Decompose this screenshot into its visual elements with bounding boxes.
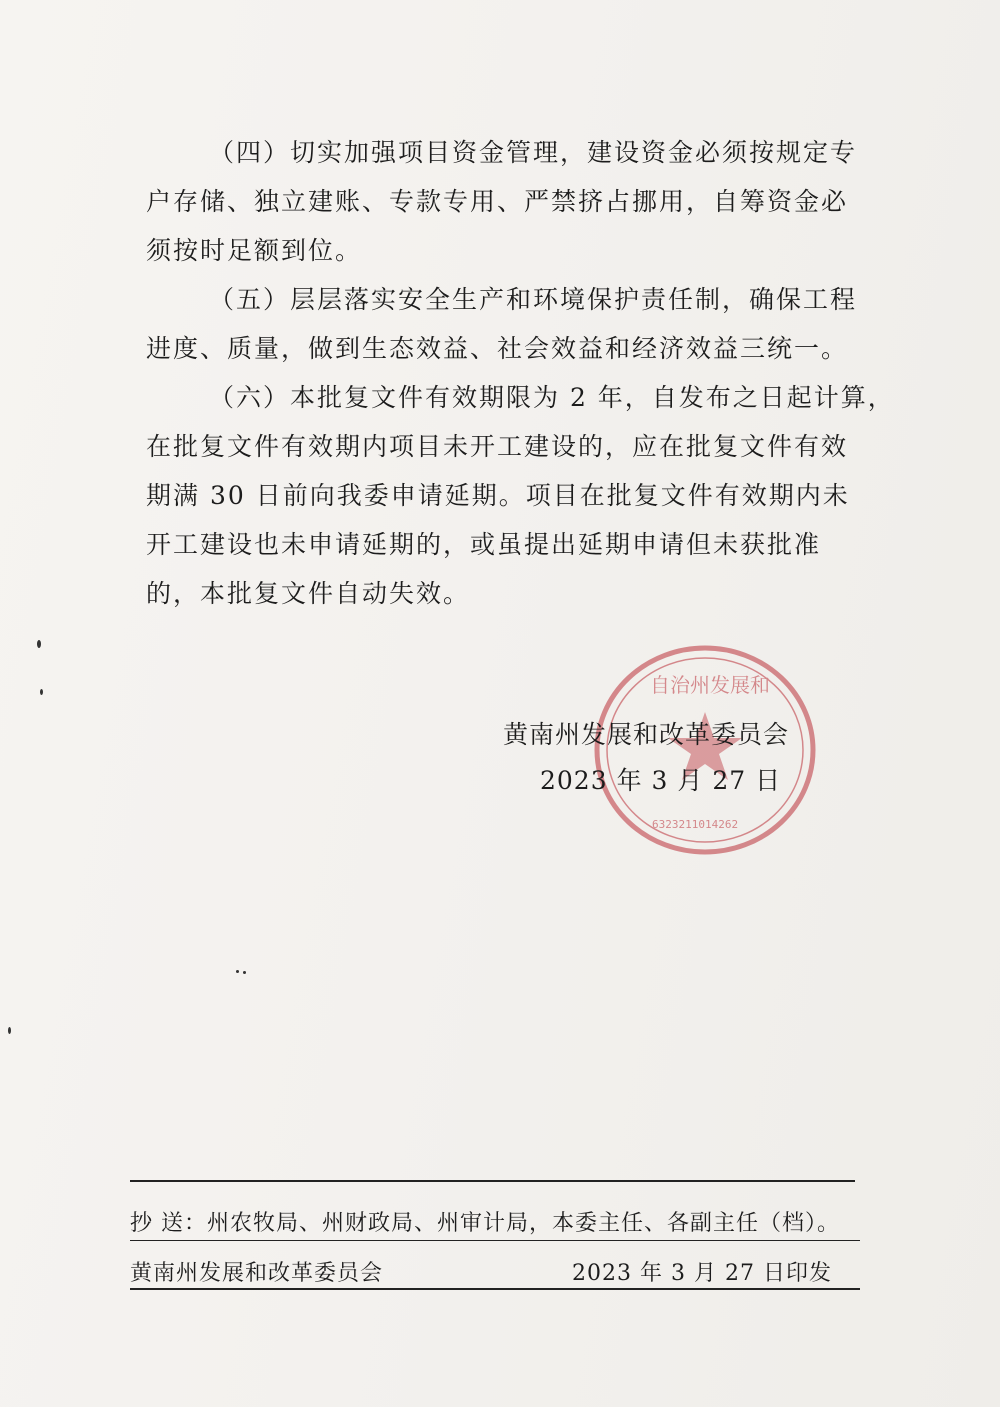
paragraph-4-line-3: 须按时足额到位。 [146,236,363,265]
scan-speck [8,1027,11,1034]
footer-issue-date: 2023 年 3 月 27 日印发 [572,1261,832,1286]
scan-speck [40,689,43,695]
signature-date: 2023 年 3 月 27 日 [540,766,782,795]
signature-block [500,712,810,804]
paragraph-4-line-1: （四）切实加强项目资金管理，建设资金必须按规定专 [209,138,858,167]
footer-middle-rule [130,1240,860,1241]
paragraph-5-line-1: （五）层层落实安全生产和环境保护责任制，确保工程 [209,285,858,314]
seal-number: 6323211014262 [652,818,739,831]
paragraph-6-line-3: 期满 30 日前向我委申请延期。项目在批复文件有效期内未 [146,481,850,510]
signature-org: 黄南州发展和改革委员会 [503,720,790,749]
footer-cc-line: 抄 送：州农牧局、州财政局、州审计局，本委主任、各副主任（档）。 [130,1211,840,1236]
scan-speck [243,971,246,974]
seal-text: 自治州发展和 [650,673,770,697]
footer-bottom-rule [130,1288,860,1290]
scan-speck [236,970,239,973]
paragraph-6-line-4: 开工建设也未申请延期的，或虽提出延期申请但未获批准 [146,530,822,559]
scan-speck [37,640,41,648]
paragraph-6-line-1: （六）本批复文件有效期限为 2 年，自发布之日起计算， [209,383,895,412]
paragraph-6-line-2: 在批复文件有效期内项目未开工建设的，应在批复文件有效 [146,432,849,461]
paragraph-6-line-5: 的，本批复文件自动失效。 [146,579,471,608]
footer-issue-line [130,1256,860,1286]
footer-top-rule [130,1180,855,1182]
document-body [146,128,895,618]
paragraph-4-line-2: 户存储、独立建账、专款专用、严禁挤占挪用，自筹资金必 [146,187,849,216]
paragraph-5-line-2: 进度、质量，做到生态效益、社会效益和经济效益三统一。 [146,334,849,363]
footer-issuer: 黄南州发展和改革委员会 [130,1261,384,1286]
